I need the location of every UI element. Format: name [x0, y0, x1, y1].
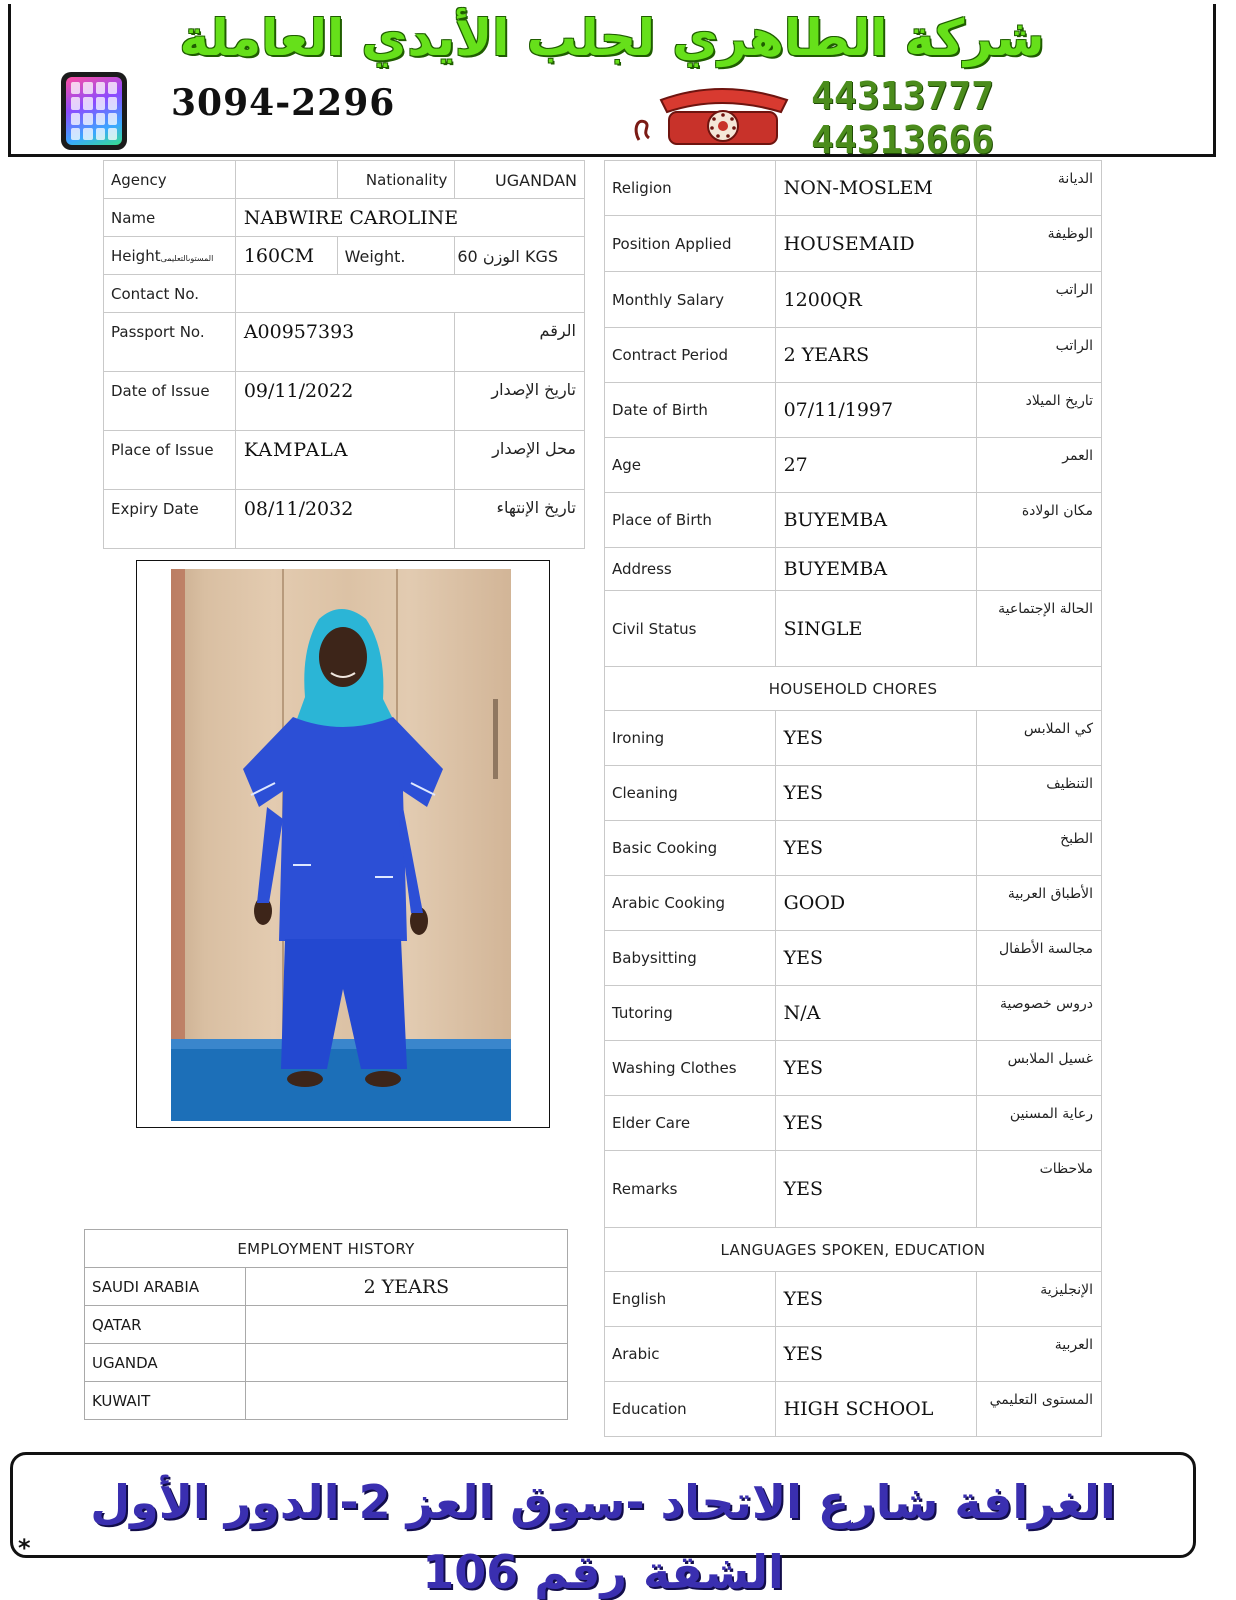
- landline-numbers: [811, 74, 994, 162]
- employment-row: [85, 1344, 568, 1382]
- civil-status-value: SINGLE: [775, 591, 977, 667]
- chore-babysitting-row: [605, 931, 1102, 986]
- civil-status-label-arabic: الحالة الإجتماعية: [977, 591, 1102, 667]
- chore-arabic-cooking-value: GOOD: [775, 876, 977, 931]
- address-label-arabic: [977, 548, 1102, 591]
- chore-washing-clothes-label: Washing Clothes: [605, 1041, 776, 1096]
- english-label-arabic: الإنجليزية: [977, 1272, 1102, 1327]
- chore-basic-cooking-label-arabic: الطبخ: [977, 821, 1102, 876]
- chore-elder-care-label-arabic: رعاية المسنين: [977, 1096, 1102, 1151]
- age-label: Age: [605, 438, 776, 493]
- name-value: NABWIRE CAROLINE: [235, 199, 584, 237]
- chore-babysitting-label-arabic: مجالسة الأطفال: [977, 931, 1102, 986]
- date-of-birth-label-arabic: تاريخ الميلاد: [977, 383, 1102, 438]
- chore-basic-cooking-row: [605, 821, 1102, 876]
- contract-period-row: [605, 328, 1102, 383]
- contract-period-label-arabic: الراتب: [977, 328, 1102, 383]
- employment-country: QATAR: [85, 1306, 246, 1344]
- passport-value: A00957393: [235, 313, 455, 372]
- religion-value: NON-MOSLEM: [775, 161, 977, 216]
- chore-tutoring-label-arabic: دروس خصوصية: [977, 986, 1102, 1041]
- chore-babysitting-label: Babysitting: [605, 931, 776, 986]
- mobile-number: 3094-2296: [171, 82, 396, 124]
- telephone-icon: [631, 82, 791, 148]
- arabic-row: [605, 1327, 1102, 1382]
- education-label-arabic: المستوى التعليمي: [977, 1382, 1102, 1437]
- chore-basic-cooking-label: Basic Cooking: [605, 821, 776, 876]
- civil-status-row: [605, 591, 1102, 667]
- nationality-value: UGANDAN: [455, 161, 585, 199]
- chore-washing-clothes-label-arabic: غسيل الملابس: [977, 1041, 1102, 1096]
- issue-date-label: Date of Issue: [104, 372, 236, 431]
- employment-duration: 2 YEARS: [245, 1268, 567, 1306]
- landline-number-1: 44313777: [811, 74, 995, 118]
- passport-label-arabic: الرقم: [455, 313, 585, 372]
- household-chores-heading: HOUSEHOLD CHORES: [605, 667, 1102, 711]
- weight-label: Weight.: [337, 237, 455, 275]
- contract-period-label: Contract Period: [605, 328, 776, 383]
- education-value: HIGH SCHOOL: [775, 1382, 977, 1437]
- chore-ironing-row: [605, 711, 1102, 766]
- address-value: BUYEMBA: [775, 548, 977, 591]
- age-label-arabic: العمر: [977, 438, 1102, 493]
- english-row: [605, 1272, 1102, 1327]
- smartphone-icon: [61, 72, 127, 150]
- age-value: 27: [775, 438, 977, 493]
- arabic-value: YES: [775, 1327, 977, 1382]
- landline-number-2: 44313666: [811, 118, 995, 162]
- expiry-date-value: 08/11/2032: [235, 490, 455, 549]
- passport-label: Passport No.: [104, 313, 236, 372]
- position-applied-label: Position Applied: [605, 216, 776, 272]
- chore-cleaning-label: Cleaning: [605, 766, 776, 821]
- contact-label: Contact No.: [104, 275, 236, 313]
- issue-place-label-arabic: محل الإصدار: [455, 431, 585, 490]
- employment-history-heading: EMPLOYMENT HISTORY: [85, 1230, 568, 1268]
- applicant-photo-illustration: [171, 569, 511, 1121]
- chore-washing-clothes-value: YES: [775, 1041, 977, 1096]
- chore-arabic-cooking-label-arabic: الأطباق العربية: [977, 876, 1102, 931]
- agency-label: Agency: [104, 161, 236, 199]
- employment-duration: [245, 1382, 567, 1420]
- expiry-date-label: Expiry Date: [104, 490, 236, 549]
- company-header: [8, 4, 1216, 162]
- chore-ironing-value: YES: [775, 711, 977, 766]
- chore-remarks-value: YES: [775, 1151, 977, 1228]
- applicant-photo-frame: [136, 560, 550, 1128]
- personal-details-table: [103, 160, 585, 549]
- chore-ironing-label-arabic: كي الملابس: [977, 711, 1102, 766]
- date-of-birth-row: [605, 383, 1102, 438]
- applicant-photo: [171, 569, 511, 1121]
- education-row: [605, 1382, 1102, 1437]
- agency-value: [235, 161, 337, 199]
- position-applied-row: [605, 216, 1102, 272]
- languages-education-heading: LANGUAGES SPOKEN, EDUCATION: [605, 1228, 1102, 1272]
- address-row: [605, 548, 1102, 591]
- nationality-label: Nationality: [337, 161, 455, 199]
- chore-washing-clothes-row: [605, 1041, 1102, 1096]
- date-of-birth-label: Date of Birth: [605, 383, 776, 438]
- chore-cleaning-value: YES: [775, 766, 977, 821]
- chore-tutoring-label: Tutoring: [605, 986, 776, 1041]
- company-name: شركة الطاهري لجلب الأيدي العاملة: [179, 9, 1045, 67]
- employment-country: UGANDA: [85, 1344, 246, 1382]
- religion-label: Religion: [605, 161, 776, 216]
- weight-value: 60 الوزن KGS: [455, 237, 585, 275]
- employment-duration: [245, 1344, 567, 1382]
- issue-date-label-arabic: تاريخ الإصدار: [455, 372, 585, 431]
- place-of-birth-row: [605, 493, 1102, 548]
- chore-elder-care-value: YES: [775, 1096, 977, 1151]
- expiry-date-label-arabic: تاريخ الإنتهاء: [455, 490, 585, 549]
- employment-row: [85, 1306, 568, 1344]
- chore-elder-care-row: [605, 1096, 1102, 1151]
- position-applied-label-arabic: الوظيفة: [977, 216, 1102, 272]
- arabic-label: Arabic: [605, 1327, 776, 1382]
- height-label: [104, 237, 236, 275]
- chore-remarks-label-arabic: ملاحظات: [977, 1151, 1102, 1228]
- place-of-birth-label-arabic: مكان الولادة: [977, 493, 1102, 548]
- place-of-birth-label: Place of Birth: [605, 493, 776, 548]
- address-label: Address: [605, 548, 776, 591]
- employment-history-table: [84, 1229, 568, 1420]
- english-label: English: [605, 1272, 776, 1327]
- employment-duration: [245, 1306, 567, 1344]
- place-of-birth-value: BUYEMBA: [775, 493, 977, 548]
- monthly-salary-label-arabic: الراتب: [977, 272, 1102, 328]
- employment-country: SAUDI ARABIA: [85, 1268, 246, 1306]
- chore-arabic-cooking-row: [605, 876, 1102, 931]
- applicant-info-table: [604, 160, 1102, 1437]
- monthly-salary-label: Monthly Salary: [605, 272, 776, 328]
- issue-date-value: 09/11/2022: [235, 372, 455, 431]
- chore-remarks-row: [605, 1151, 1102, 1228]
- civil-status-label: Civil Status: [605, 591, 776, 667]
- issue-place-label: Place of Issue: [104, 431, 236, 490]
- monthly-salary-value: 1200QR: [775, 272, 977, 328]
- age-row: [605, 438, 1102, 493]
- religion-row: [605, 161, 1102, 216]
- name-label: Name: [104, 199, 236, 237]
- chore-elder-care-label: Elder Care: [605, 1096, 776, 1151]
- height-label-text: Height: [111, 247, 161, 265]
- chore-ironing-label: Ironing: [605, 711, 776, 766]
- office-address: الغرافة شارع الاتحاد -سوق العز 2-الدور الأول الشقة رقم 106: [90, 1475, 1116, 1599]
- chore-cleaning-row: [605, 766, 1102, 821]
- height-value: 160CM: [235, 237, 337, 275]
- issue-place-value: KAMPALA: [235, 431, 455, 490]
- chore-cleaning-label-arabic: التنظيف: [977, 766, 1102, 821]
- monthly-salary-row: [605, 272, 1102, 328]
- chore-basic-cooking-value: YES: [775, 821, 977, 876]
- employment-row: [85, 1382, 568, 1420]
- contract-period-value: 2 YEARS: [775, 328, 977, 383]
- education-label: Education: [605, 1382, 776, 1437]
- chore-babysitting-value: YES: [775, 931, 977, 986]
- employment-row: [85, 1268, 568, 1306]
- footnote-asterisk: *: [18, 1534, 31, 1562]
- chore-remarks-label: Remarks: [605, 1151, 776, 1228]
- address-footer: [10, 1452, 1196, 1599]
- religion-label-arabic: الديانة: [977, 161, 1102, 216]
- employment-country: KUWAIT: [85, 1382, 246, 1420]
- chore-tutoring-row: [605, 986, 1102, 1041]
- chore-arabic-cooking-label: Arabic Cooking: [605, 876, 776, 931]
- english-value: YES: [775, 1272, 977, 1327]
- chore-tutoring-value: N/A: [775, 986, 977, 1041]
- date-of-birth-value: 07/11/1997: [775, 383, 977, 438]
- contact-value: [235, 275, 584, 313]
- position-applied-value: HOUSEMAID: [775, 216, 977, 272]
- height-label-arabic: المستوىالتعليمى: [160, 254, 214, 263]
- arabic-label-arabic: العربية: [977, 1327, 1102, 1382]
